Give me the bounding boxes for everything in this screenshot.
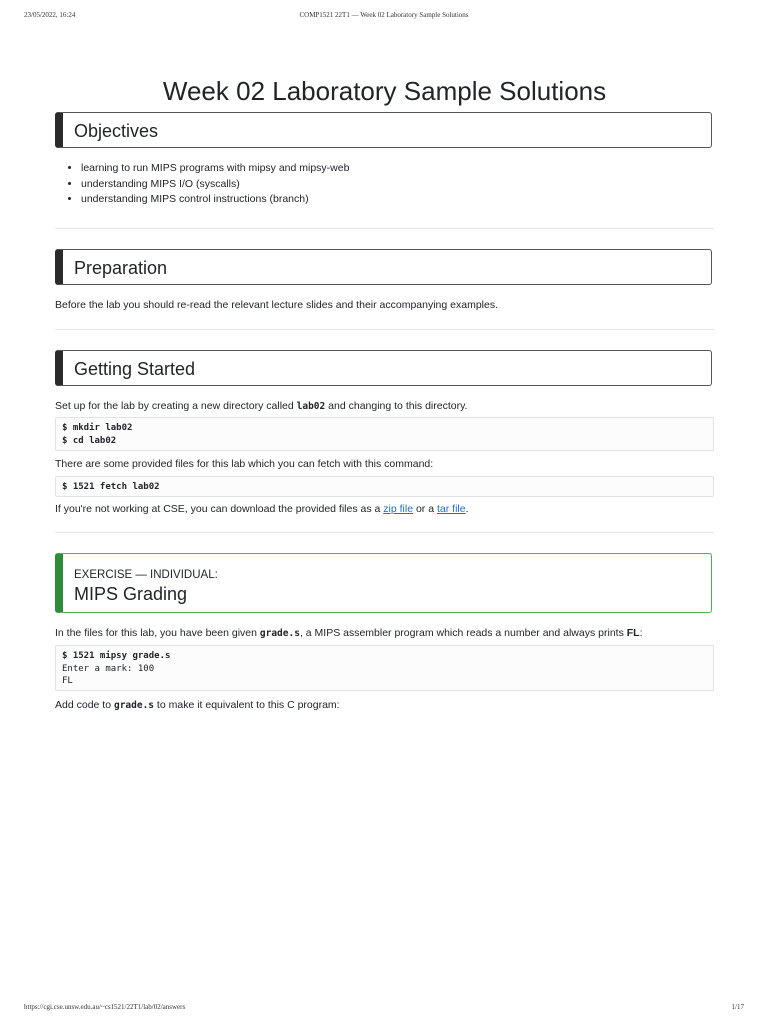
- list-item: • understanding MIPS I/O (syscalls): [81, 177, 349, 193]
- list-item: • understanding MIPS control instructions (branch): [81, 192, 349, 208]
- exercise-text-end: :: [639, 627, 643, 639]
- print-date: 23/05/2022, 16:24: [24, 11, 76, 19]
- file-name: grade.s: [113, 700, 155, 711]
- exercise-task: [55, 698, 714, 713]
- exercise-header: [55, 553, 712, 613]
- preparation-text: Before the lab you should re-read the relevant lecture slides and their accompanying examples.: [55, 299, 499, 311]
- print-url: https://cgi.cse.unsw.edu.au/~cs1521/22T1/lab/02/answers: [24, 1003, 186, 1011]
- output-value: FL: [626, 627, 640, 639]
- zip-file-link[interactable]: zip file: [383, 503, 414, 515]
- setup-text: Set up for the lab by creating a new directory called: [55, 400, 297, 412]
- code-line: $ 1521 mipsy grade.s: [62, 651, 171, 661]
- code-output-line: Enter a mark: 100: [62, 663, 155, 674]
- directory-name: lab02: [296, 401, 326, 412]
- file-name: grade.s: [259, 628, 300, 639]
- objectives-section-header: [55, 112, 712, 148]
- task-text-end: to make it equivalent to this C program:: [154, 699, 340, 711]
- getting-started-heading: Getting Started: [74, 359, 196, 379]
- exercise-text: In the files for this lab, you have been given: [55, 627, 260, 639]
- divider: [55, 532, 714, 533]
- code-line: $ 1521 fetch lab02: [62, 482, 160, 492]
- exercise-intro: [55, 626, 714, 641]
- setup-code-block: [55, 417, 714, 451]
- preparation-section-header: [55, 249, 712, 285]
- exercise-kicker: EXERCISE — INDIVIDUAL:: [74, 569, 218, 581]
- objectives-heading: Objectives: [74, 121, 159, 141]
- tar-file-link[interactable]: tar file: [436, 503, 466, 515]
- getting-started-section-header: [55, 350, 712, 386]
- divider: [55, 329, 714, 330]
- download-text-end: .: [465, 503, 469, 515]
- list-item: • learning to run MIPS programs with mipsy and mipsy-web: [81, 161, 349, 177]
- page-title: Week 02 Laboratory Sample Solutions: [162, 76, 607, 106]
- fetch-instructions: There are some provided files for this lab which you can fetch with this command:: [55, 458, 434, 470]
- divider: [55, 228, 714, 229]
- setup-instructions: [55, 399, 714, 414]
- run-code-block: [55, 645, 714, 691]
- fetch-code-block: [55, 476, 714, 497]
- print-title: COMP1521 22T1 — Week 02 Laboratory Sample Solutions: [299, 11, 469, 19]
- exercise-heading: MIPS Grading: [74, 584, 188, 604]
- print-header: [24, 11, 744, 23]
- preparation-heading: Preparation: [74, 258, 168, 278]
- objectives-list: [55, 161, 349, 208]
- download-instructions: [55, 502, 714, 516]
- page-number: 1/17: [731, 1003, 744, 1011]
- download-text: If you're not working at CSE, you can download the provided files as a: [55, 503, 384, 515]
- exercise-text-mid: , a MIPS assembler program which reads a number and always prints: [299, 627, 627, 639]
- code-output-line: FL: [62, 676, 73, 686]
- setup-text-end: and changing to this directory.: [325, 400, 468, 412]
- code-line: $ mkdir lab02: [62, 423, 133, 433]
- task-text: Add code to: [55, 699, 114, 711]
- download-text-mid: or a: [413, 503, 437, 515]
- code-line: $ cd lab02: [62, 435, 117, 446]
- print-footer: [24, 1003, 744, 1015]
